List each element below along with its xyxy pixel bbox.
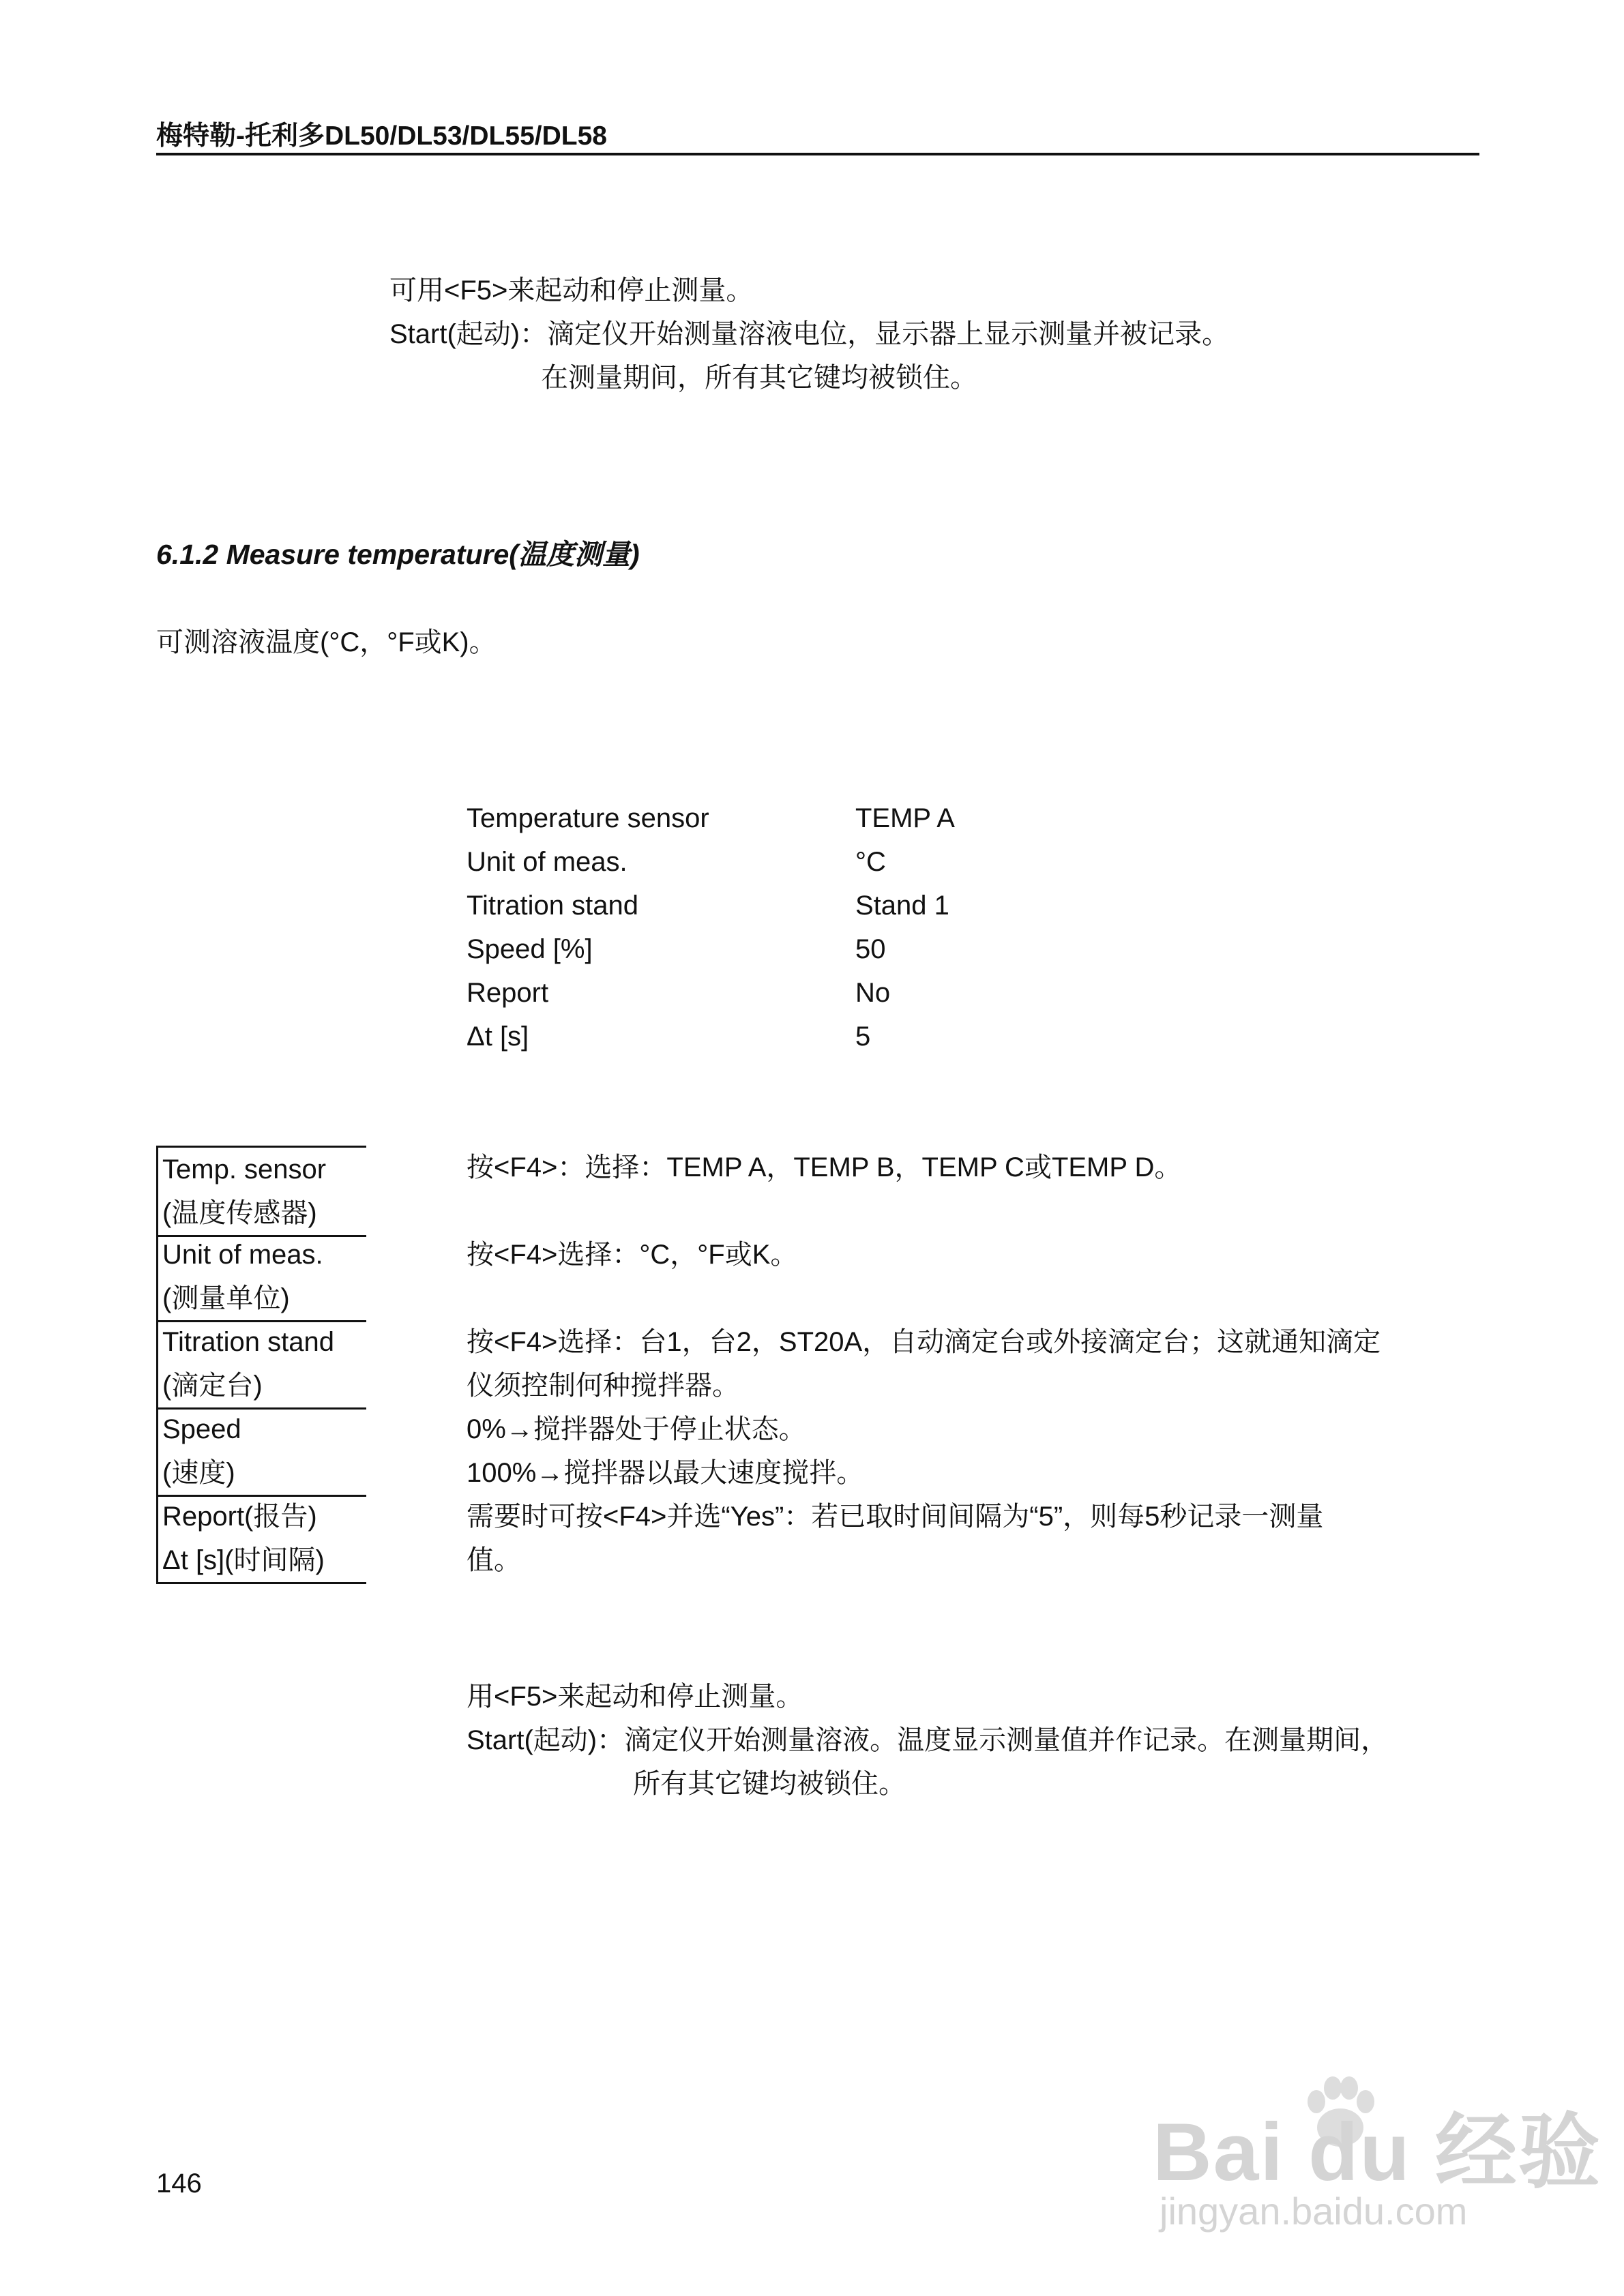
term-box bbox=[156, 1233, 366, 1322]
description-line: 仪须控制何种搅拌器。 bbox=[467, 1371, 739, 1401]
term-box bbox=[156, 1407, 366, 1497]
intro-line-3: 在测量期间，所有其它键均被锁住。 bbox=[541, 363, 977, 393]
description-line: 按<F4>：选择：TEMP A，TEMP B，TEMP C或TEMP D。 bbox=[467, 1152, 1182, 1182]
term-description bbox=[467, 1146, 1483, 1189]
term-description bbox=[467, 1320, 1483, 1407]
term-name: Unit of meas. bbox=[162, 1240, 323, 1270]
section-title: 6.1.2 Measure temperature(温度测量) bbox=[156, 539, 640, 570]
term-name: Speed bbox=[162, 1414, 241, 1444]
term-translation: Δt [s](时间隔) bbox=[162, 1545, 325, 1575]
parameter-label: Titration stand bbox=[467, 891, 638, 921]
parameter-label: Temperature sensor bbox=[467, 803, 709, 833]
parameter-value: 50 bbox=[855, 934, 886, 964]
term-name: Report(报告) bbox=[162, 1502, 317, 1532]
footer-line-1: 用<F5>来起动和停止测量。 bbox=[467, 1682, 803, 1712]
parameter-label: Report bbox=[467, 978, 549, 1008]
parameter-label: Speed [%] bbox=[467, 934, 593, 964]
section-subtitle: 可测溶液温度(°C，°F或K)。 bbox=[156, 627, 497, 657]
footer-line-2: Start(起动)：滴定仪开始测量溶液。温度显示测量值并作记录。在测量期间， bbox=[467, 1725, 1389, 1755]
term-name: Temp. sensor bbox=[162, 1154, 327, 1184]
term-translation: (测量单位) bbox=[162, 1283, 290, 1313]
parameter-value: 5 bbox=[855, 1022, 871, 1052]
term-translation: (温度传感器) bbox=[162, 1198, 317, 1228]
term-name: Titration stand bbox=[162, 1327, 334, 1357]
header-title: 梅特勒-托利多DL50/DL53/DL55/DL58 bbox=[156, 121, 607, 151]
description-line: 按<F4>选择：台1，台2，ST20A，自动滴定台或外接滴定台；这就通知滴定 bbox=[467, 1327, 1381, 1357]
term-box bbox=[156, 1320, 366, 1410]
parameter-label: Unit of meas. bbox=[467, 847, 628, 877]
parameter-value: No bbox=[855, 978, 891, 1008]
watermark-brand: Bai du 经验 bbox=[1153, 2106, 1602, 2198]
parameter-value: °C bbox=[855, 847, 886, 877]
page-number: 146 bbox=[156, 2168, 202, 2198]
footer-line-3: 所有其它键均被锁住。 bbox=[633, 1769, 906, 1799]
parameter-label: Δt [s] bbox=[467, 1022, 529, 1052]
description-line: 需要时可按<F4>并选“Yes”：若已取时间间隔为“5”，则每5秒记录一测量 bbox=[467, 1502, 1324, 1532]
parameter-value: TEMP A bbox=[855, 803, 955, 833]
description-line: 100%→搅拌器以最大速度搅拌。 bbox=[467, 1458, 864, 1488]
term-translation: (速度) bbox=[162, 1458, 235, 1488]
description-line: 0%→搅拌器处于停止状态。 bbox=[467, 1414, 806, 1444]
term-box bbox=[156, 1146, 366, 1237]
term-translation: (滴定台) bbox=[162, 1371, 263, 1401]
intro-line-1: 可用<F5>来起动和停止测量。 bbox=[389, 275, 754, 305]
term-description bbox=[467, 1233, 1483, 1277]
description-line: 按<F4>选择：°C，°F或K。 bbox=[467, 1240, 798, 1270]
header-rule bbox=[156, 153, 1479, 155]
term-description bbox=[467, 1495, 1483, 1582]
parameter-value: Stand 1 bbox=[855, 891, 949, 921]
watermark-url: jingyan.baidu.com bbox=[1160, 2190, 1468, 2233]
term-description bbox=[467, 1407, 1483, 1495]
intro-line-2: Start(起动)：滴定仪开始测量溶液电位，显示器上显示测量并被记录。 bbox=[389, 319, 1230, 349]
term-box bbox=[156, 1495, 366, 1584]
description-line: 值。 bbox=[467, 1545, 521, 1575]
